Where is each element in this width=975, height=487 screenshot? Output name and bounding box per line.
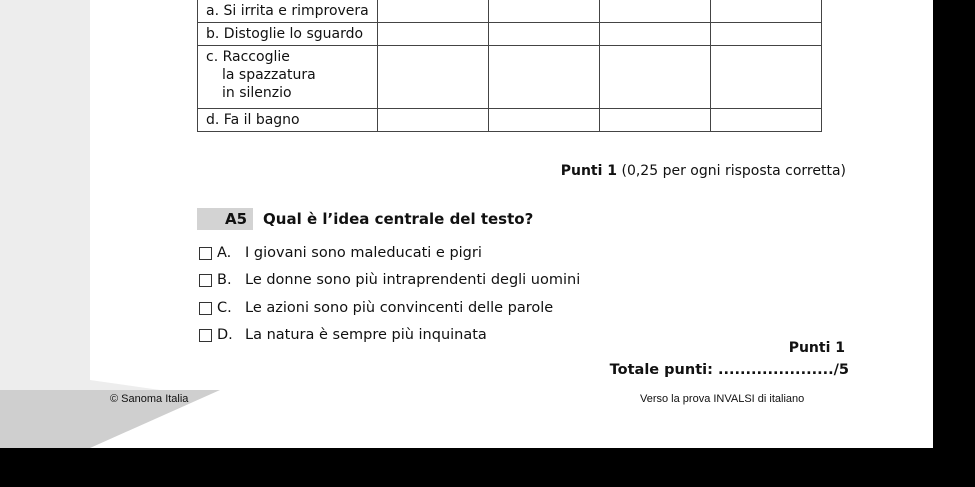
answer-cell[interactable]: [711, 109, 822, 132]
answer-cell[interactable]: [489, 0, 600, 23]
answer-cell[interactable]: [378, 23, 489, 46]
points-label: Punti 1: [788, 340, 845, 356]
checkbox-icon[interactable]: [199, 329, 212, 342]
table-row: d. Fa il bagno: [198, 109, 822, 132]
row-label-line: la spazzatura: [222, 67, 316, 83]
option-d[interactable]: D. La natura è sempre più inquinata: [199, 327, 487, 343]
question-heading: [197, 208, 533, 230]
question-text: Qual è l’idea centrale del testo?: [263, 210, 534, 228]
option-a[interactable]: A. I giovani sono maleducati e pigri: [199, 245, 482, 261]
answer-cell[interactable]: [600, 0, 711, 23]
row-label: Raccoglie: [222, 49, 290, 65]
row-label: Si irrita e rimprovera: [223, 3, 369, 19]
total-points: Totale punti: ...................../5: [609, 362, 849, 378]
answer-cell[interactable]: [600, 46, 711, 109]
answer-cell[interactable]: [711, 0, 822, 23]
row-label: Distoglie lo sguardo: [223, 26, 364, 42]
answer-cell[interactable]: [378, 0, 489, 23]
answer-cell[interactable]: [489, 23, 600, 46]
question-number-badge: A5: [197, 208, 253, 230]
answer-cell[interactable]: [489, 109, 600, 132]
points-note: Punti 1 (0,25 per ogni risposta corretta): [560, 163, 846, 179]
footer-copyright: © Sanoma Italia: [110, 393, 189, 405]
option-c[interactable]: C. Le azioni sono più convincenti delle parole: [199, 300, 553, 316]
answer-cell[interactable]: [378, 109, 489, 132]
answer-cell[interactable]: [600, 23, 711, 46]
answer-cell[interactable]: [711, 46, 822, 109]
checkbox-icon[interactable]: [199, 274, 212, 287]
answer-cell[interactable]: [600, 109, 711, 132]
table-row: c. Raccoglie la spazzatura in silenzio: [198, 46, 822, 109]
option-b[interactable]: B. Le donne sono più intraprendenti degli uomini: [199, 272, 580, 288]
answer-cell[interactable]: [489, 46, 600, 109]
row-label: Fa il bagno: [223, 112, 300, 128]
checkbox-icon[interactable]: [199, 247, 212, 260]
table-row: b. Distoglie lo sguardo: [198, 23, 822, 46]
checkbox-icon[interactable]: [199, 302, 212, 315]
response-table: [197, 0, 822, 132]
row-label-line: in silenzio: [222, 85, 292, 101]
answer-cell[interactable]: [378, 46, 489, 109]
answer-cell[interactable]: [711, 23, 822, 46]
footer-title: Verso la prova INVALSI di italiano: [640, 393, 805, 405]
table-row: a. Si irrita e rimprovera: [198, 0, 822, 23]
